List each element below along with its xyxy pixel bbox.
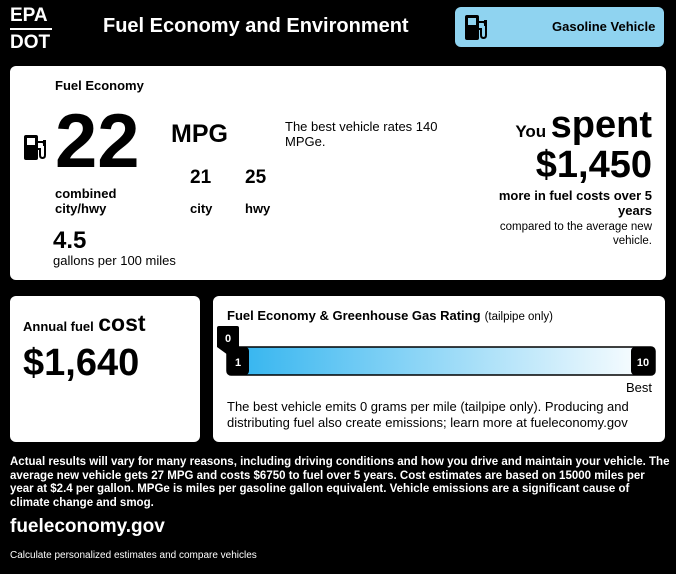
footer-site-link[interactable]: fueleconomy.gov [10, 516, 165, 537]
page-title: Fuel Economy and Environment [103, 15, 409, 37]
spent-label: spent [550, 104, 652, 146]
annual-cost-amount: $1,640 [23, 342, 140, 384]
footer-site-subtext: Calculate personalized estimates and compare vehicles [10, 550, 257, 561]
footer-disclaimer: Actual results will vary for many reasons, including driving conditions and how you drive and maintain your vehicle. The average new vehicle gets 27 MPG and costs $6750 to fuel over 5 years. Cost estimates are based on 15000 miles per year at $2.4 per gallon. MPGe is miles per gasoline gallon equivalent. Vehicle emissions are a significant cause of climate change and smog. [10, 456, 670, 509]
epa-dot-logo [10, 6, 54, 53]
vehicle-type-label: Gasoline Vehicle [552, 19, 656, 34]
spent-more-text: more in fuel costs over 5 years [498, 188, 652, 218]
spent-section [470, 104, 652, 248]
cost-label: cost [98, 310, 146, 336]
rating-scale [215, 325, 657, 385]
rating-title-note: (tailpipe only) [484, 311, 553, 323]
mpg-unit-label: MPG [171, 120, 228, 148]
rating-max-label: 10 [636, 357, 650, 369]
rating-note: The best vehicle emits 0 grams per mile (tailpipe only). Producing and distributing fuel also create emissions; learn more at fueleconomy.gov [227, 399, 629, 430]
spent-amount: $1,450 [535, 144, 652, 186]
dot-label: DOT [10, 32, 51, 53]
city-label: city [190, 201, 213, 216]
fuel-pump-icon [462, 12, 492, 47]
epa-label: EPA [10, 5, 48, 26]
combined-label: combined city/hwy [55, 186, 117, 216]
annual-cost-heading [23, 310, 146, 337]
gallons-per-100-value: 4.5 [53, 227, 87, 254]
vehicle-type-badge [455, 7, 664, 47]
logo-divider [10, 28, 52, 30]
rating-gradient-bar [227, 347, 655, 375]
gallons-per-100-label: gallons per 100 miles [53, 253, 176, 268]
rating-best-label: Best [626, 380, 653, 395]
hwy-mpg-value: 25 [245, 167, 267, 188]
rating-min-label: 1 [234, 357, 242, 369]
rating-marker-value: 0 [224, 333, 232, 345]
fuel-economy-label: Fuel Economy [55, 78, 144, 93]
hwy-label: hwy [245, 201, 271, 216]
combined-mpg-value: 22 [55, 99, 140, 184]
rating-title-text: Fuel Economy & Greenhouse Gas Rating [227, 308, 481, 323]
annual-fuel-label: Annual fuel [23, 319, 94, 334]
best-vehicle-note: The best vehicle rates 140 MPGe. [285, 119, 438, 149]
you-label: You [515, 122, 547, 141]
city-mpg-value: 21 [190, 167, 212, 188]
spent-compare-text: compared to the average new vehicle. [499, 221, 652, 247]
fuel-pump-icon [23, 132, 51, 167]
rating-title [227, 308, 553, 323]
you-spent-heading [470, 104, 652, 147]
